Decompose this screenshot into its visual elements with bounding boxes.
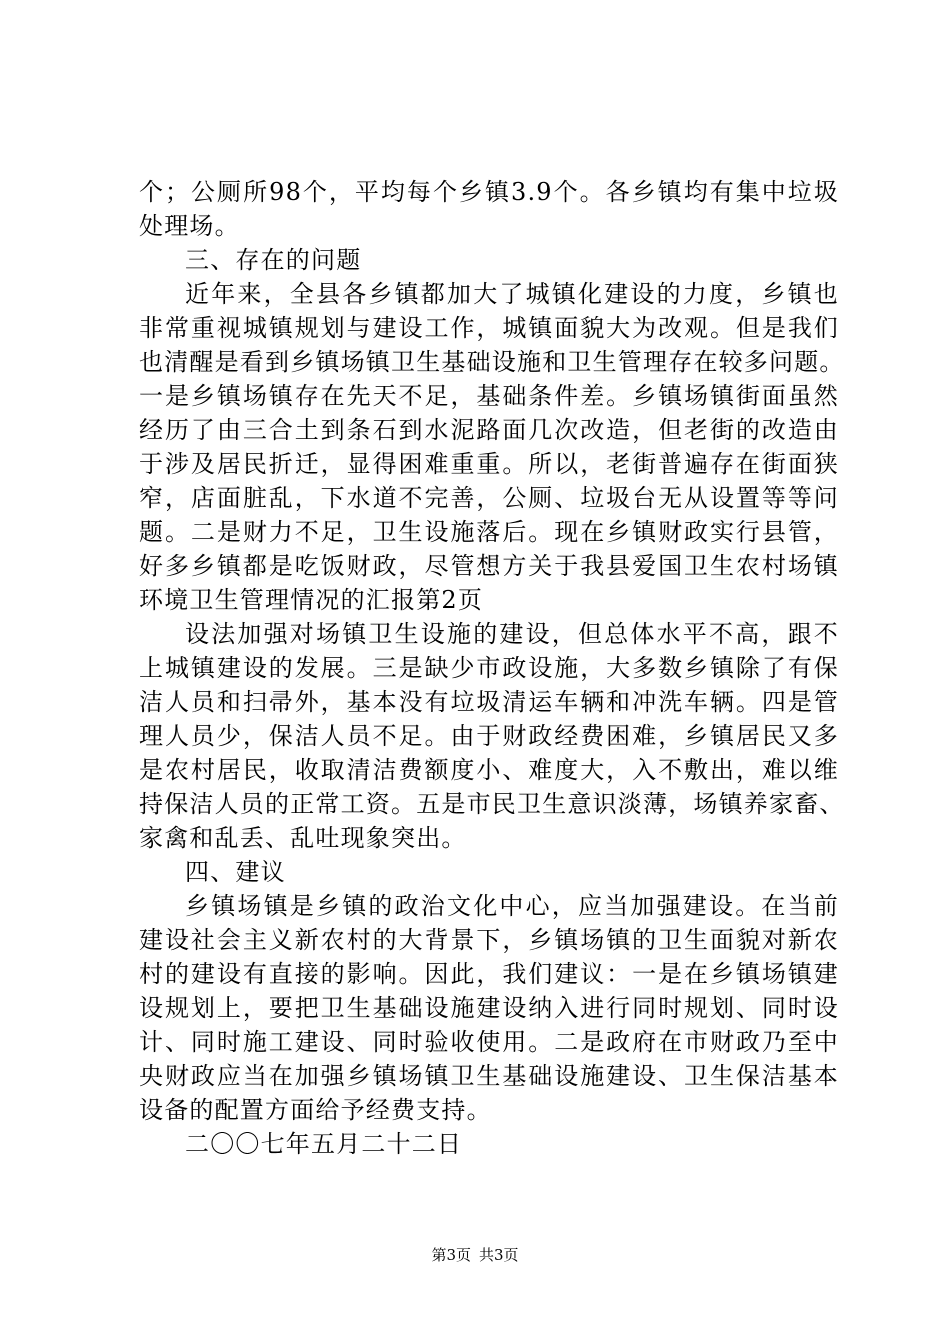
text-line: 持保洁人员的正常工资。五是市民卫生意识淡薄，场镇养家畜、	[139, 790, 845, 818]
text-line: 洁人员和扫帚外，基本没有垃圾清运车辆和冲洗车辆。四是管	[139, 688, 839, 716]
page-total: 共3页	[479, 1246, 519, 1264]
section-heading: 三、存在的问题	[185, 246, 362, 274]
text-line: 一是乡镇场镇存在先天不足，基础条件差。乡镇场镇街面虽然	[139, 382, 839, 410]
text-line: 设法加强对场镇卫生设施的建设，但总体水平不高，跟不	[185, 620, 839, 648]
text-line: 乡镇场镇是乡镇的政治文化中心，应当加强建设。在当前	[185, 892, 839, 920]
text-line: 是农村居民，收取清洁费额度小、难度大，入不敷出，难以维	[139, 756, 839, 784]
text-line: 设规划上，要把卫生基础设施建设纳入进行同时规划、同时设	[139, 994, 839, 1022]
document-body	[139, 175, 845, 1161]
text-line: 家禽和乱丢、乱吐现象突出。	[139, 824, 467, 852]
text-line: 好多乡镇都是吃饭财政，尽管想方关于我县爱国卫生农村场镇	[139, 552, 839, 580]
text-line: 经历了由三合土到条石到水泥路面几次改造，但老街的改造由	[139, 416, 839, 444]
text-line: 上城镇建设的发展。三是缺少市政设施，大多数乡镇除了有保	[139, 654, 839, 682]
text-line: 环境卫生管理情况的汇报第2页	[139, 586, 484, 614]
text-line: 近年来，全县各乡镇都加大了城镇化建设的力度，乡镇也	[185, 280, 839, 308]
text-line: 题。二是财力不足，卫生设施落后。现在乡镇财政实行县管，	[139, 518, 839, 546]
text-line: 建设社会主义新农村的大背景下，乡镇场镇的卫生面貌对新农	[139, 926, 839, 954]
text-line: 非常重视城镇规划与建设工作，城镇面貌大为改观。但是我们	[139, 314, 839, 342]
text-line: 也清醒是看到乡镇场镇卫生基础设施和卫生管理存在较多问题。	[139, 348, 845, 376]
text-line: 处理场。	[139, 212, 240, 240]
text-line: 设备的配置方面给予经费支持。	[139, 1096, 492, 1124]
page-footer	[0, 1245, 950, 1265]
text-line: 村的建设有直接的影响。因此，我们建议：一是在乡镇场镇建	[139, 960, 839, 988]
document-date: 二〇〇七年五月二十二日	[185, 1130, 463, 1158]
section-heading: 四、建议	[185, 858, 286, 886]
text-line: 于涉及居民折迁，显得困难重重。所以，老街普遍存在街面狭	[139, 450, 839, 478]
text-line: 个；公厕所98个，平均每个乡镇3.9个。各乡镇均有集中垃圾	[139, 178, 839, 206]
text-line: 央财政应当在加强乡镇场镇卫生基础设施建设、卫生保洁基本	[139, 1062, 839, 1090]
text-line: 计、同时施工建设、同时验收使用。二是政府在市财政乃至中	[139, 1028, 839, 1056]
text-line: 窄，店面脏乱，下水道不完善，公厕、垃圾台无从设置等等问	[139, 484, 839, 512]
text-line: 理人员少，保洁人员不足。由于财政经费困难，乡镇居民又多	[139, 722, 839, 750]
page-number: 第3页	[431, 1246, 471, 1264]
